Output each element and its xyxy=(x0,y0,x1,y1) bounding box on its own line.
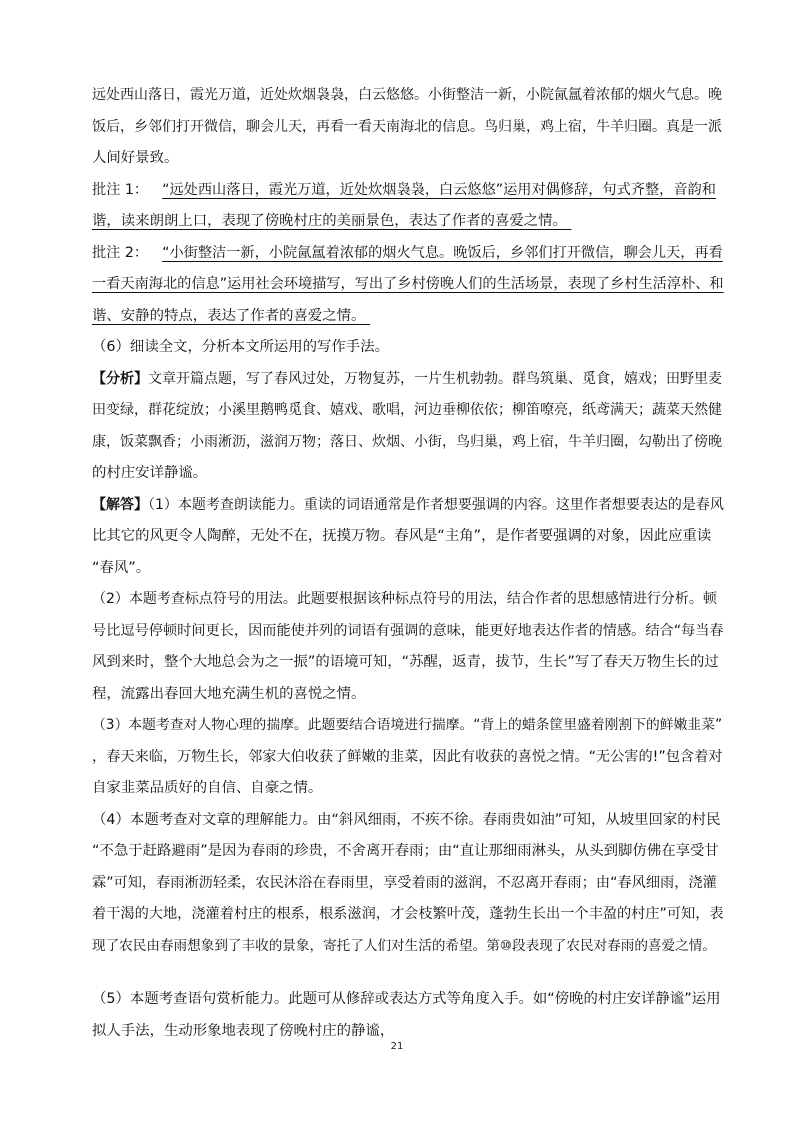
annotation-text: 谐，读来朗朗上口，表现了傍晚村庄的美丽景色，表达了作者的喜爱之情。 xyxy=(92,213,567,229)
text-line xyxy=(92,175,724,207)
text-line: （3）本题考查对人物心理的揣摩。此题要结合语境进行揣摩。“背上的蜡条筐里盛着刚割下的鲜嫩韭菜” xyxy=(92,717,723,733)
answer-part-5 xyxy=(92,984,724,1047)
analysis-text: 文章开篇点题，写了春风过处，万物复苏，一片生机勃勃。群鸟筑巢、觅食，嬉戏；田野里麦 xyxy=(148,370,722,387)
text-line xyxy=(92,238,724,270)
annotation-2 xyxy=(92,238,724,333)
text-line: （4）本题考查对文章的理解能力。由“斜风细雨，不疾不徐。春雨贵如油”可知，从坡里回家的村民 xyxy=(92,811,721,828)
text-line: 号比逗号停顿时间更长，因而能使并列的词语有强调的意味，能更好地表达作者的情感。结合“每当春 xyxy=(92,622,724,639)
text-line: 现了农民由春雨想象到了丰收的景象，寄托了人们对生活的希望。第⑩段表现了农民对春雨的喜爱之情。 xyxy=(92,937,716,954)
analysis-label: 【分析】 xyxy=(92,370,148,387)
text-line: （6）细读全文，分析本文所运用的写作手法。 xyxy=(92,339,389,355)
annotation-text: “远处西山落日，霞光万道，近处炊烟袅袅，白云悠悠”运用对偶修辞，句式齐整，音韵和 xyxy=(162,181,716,198)
answer-part-4 xyxy=(92,805,724,963)
annotation-1 xyxy=(92,175,724,238)
text-line: 田变绿，群花绽放；小溪里鹅鸭觅食、嬉戏、歌唱，河边垂柳依依；柳笛嘹亮，纸鸢满天；蔬菜天然健 xyxy=(92,402,722,418)
annotation-text: 一看天南海北的信息”运用社会环境描写，写出了乡村傍晚人们的生活场景，表现了乡村生活淳朴、和 xyxy=(92,276,724,292)
analysis-section xyxy=(92,364,724,490)
text-line: 程，流露出春回大地充满生机的喜悦之情。 xyxy=(92,685,366,702)
text-line: “春风”。 xyxy=(92,559,151,576)
text-line: 的村庄安详静谧。 xyxy=(92,465,208,481)
text-line: 人间好景致。 xyxy=(92,150,179,166)
text-line xyxy=(92,364,724,396)
answer-label: 【解答】 xyxy=(92,496,148,513)
answer-part-1 xyxy=(92,490,724,585)
text-line: 拟人手法，生动形象地表现了傍晚村庄的静谧， xyxy=(92,1022,395,1039)
answer-part-2 xyxy=(92,584,724,710)
text-line xyxy=(92,490,724,522)
text-line: “不急于赶路避雨”是因为春雨的珍贵，不舍离开春雨；由“直让那细雨淋头，从头到脚仿佛在享受甘 xyxy=(92,843,719,859)
document-page xyxy=(92,80,724,1047)
text-line: 康，饭菜飘香；小雨淅沥，滋润万物；落日、炊烟、小街，鸟归巢，鸡上宿，牛羊归圈，勾勒出了傍晚 xyxy=(92,433,722,450)
text-line: 饭后，乡邻们打开微信，聊会儿天，再看一看天南海北的信息。鸟归巢，鸡上宿，牛羊归圈。真是一派 xyxy=(92,118,722,135)
intro-paragraph xyxy=(92,80,724,175)
answer-part-3 xyxy=(92,710,724,805)
text-line: 比其它的风更令人陶醉，无处不在，抚摸万物。春风是“主角”，是作者要强调的对象，因此应重读 xyxy=(92,528,712,544)
page-number: 21 xyxy=(390,1041,404,1052)
annotation-text: 谐、安静的特点，表达了作者的喜爱之情。 xyxy=(92,307,366,324)
text-line xyxy=(92,206,724,238)
text-line: 自家韭菜品质好的自信、自豪之情。 xyxy=(92,780,323,796)
text-line: 霖”可知，春雨淅沥轻柔，农民沐浴在春雨里，享受着雨的滋润，不忍离开春雨；由“春风细雨，浇灌 xyxy=(92,874,717,891)
question-6 xyxy=(92,332,724,364)
answer-text: （1）本题考查朗读能力。重读的词语通常是作者想要强调的内容。这里作者想要表达的是春风 xyxy=(148,496,724,513)
annotation-label: 批注 2： xyxy=(92,244,149,261)
text-line: （5）本题考查语句赏析能力。此题可从修辞或表达方式等角度入手。如“傍晚的村庄安详静谧”运用 xyxy=(92,991,721,1007)
annotation-label: 批注 1： xyxy=(92,181,149,198)
text-line: 着干渴的大地，浇灌着村庄的根系，根系滋润，才会枝繁叶茂，蓬勃生长出一个丰盈的村庄”可知，表 xyxy=(92,906,724,922)
text-line: ，春天来临，万物生长，邻家大伯收获了鲜嫩的韭菜，因此有收获的喜悦之情。“无公害的!”包含着对 xyxy=(92,748,723,765)
text-line: 远处西山落日，霞光万道，近处炊烟袅袅，白云悠悠。小街整洁一新，小院氤氲着浓郁的烟火气息。晚 xyxy=(92,87,722,103)
text-line xyxy=(92,301,724,333)
spacer xyxy=(92,962,724,984)
text-line xyxy=(92,269,724,301)
text-line: （2）本题考查标点符号的用法。此题要根据该种标点符号的用法，结合作者的思想感情进行分析。顿 xyxy=(92,591,717,607)
text-line: 风到来时，整个大地总会为之一振”的语境可知，“苏醒，返青，拔节，生长”写了春天万物生长的过 xyxy=(92,654,719,670)
annotation-text: “小街整洁一新，小院氤氲着浓郁的烟火气息。晚饭后，乡邻们打开微信，聊会儿天，再看 xyxy=(162,244,723,261)
